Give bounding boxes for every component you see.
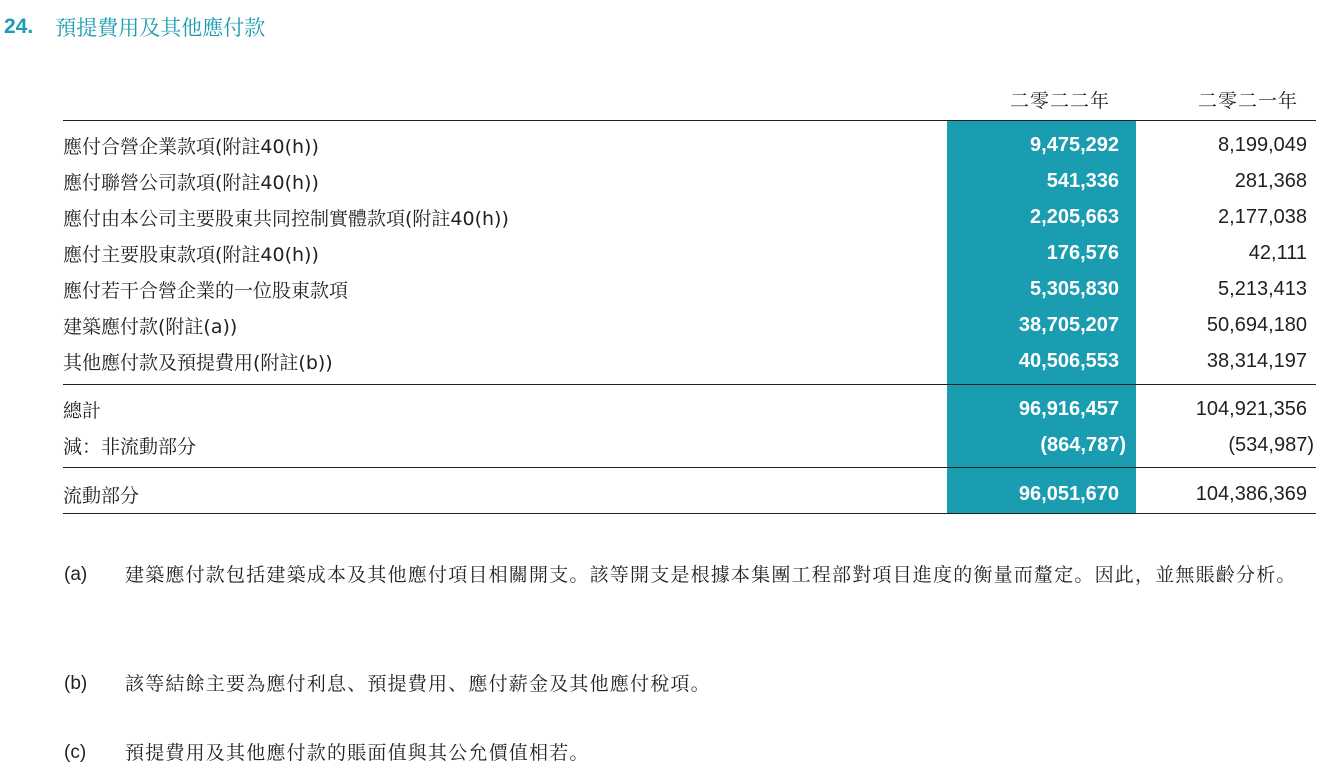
row-previous-value: 8,199,049 [1218,133,1307,156]
row-current-value: 176,576 [1046,241,1119,264]
note-text: 該等結餘主要為應付利息、預提費用、應付薪金及其他應付稅項。 [125,673,711,695]
row-previous-value: 5,213,413 [1218,277,1307,300]
table-row [63,235,1316,271]
total-row [63,391,1316,427]
non-current-row [63,427,1316,463]
row-current-value: 541,336 [1046,169,1119,192]
current-portion-rule [63,467,1316,468]
note-tag: (c) [64,742,87,763]
non-current-current-value: (864,787) [1040,433,1126,456]
row-label: 應付聯營公司款項(附註40(h)) [63,171,319,194]
row-previous-value: 2,177,038 [1218,205,1307,228]
table-row [63,343,1316,379]
note-text: 預提費用及其他應付款的賬面值與其公允價值相若。 [125,742,590,764]
current-portion-row [63,476,1316,512]
row-current-value: 38,705,207 [1018,313,1119,336]
table-row [63,271,1316,307]
row-label: 應付主要股東款項(附註40(h)) [63,243,319,266]
row-label: 應付合營企業款項(附註40(h)) [63,135,319,158]
non-current-previous-value: (534,987) [1228,433,1314,456]
non-current-label: 減：非流動部分 [63,435,197,458]
row-current-value: 9,475,292 [1030,133,1119,156]
table-row [63,163,1316,199]
note-tag: (b) [64,673,88,694]
row-previous-value: 42,111 [1248,241,1307,264]
table-row [63,199,1316,235]
row-previous-value: 281,368 [1234,169,1307,192]
row-label: 應付若干合營企業的一位股東款項 [63,279,349,302]
subtotal-rule [63,384,1316,385]
column-header-current: 二零二二年 [1010,90,1111,112]
column-header-previous: 二零二一年 [1198,90,1299,112]
section-title: 預提費用及其他應付款 [55,16,266,40]
current-portion-current-value: 96,051,670 [1018,482,1119,505]
current-portion-label: 流動部分 [63,484,140,507]
section-heading [4,12,265,42]
row-previous-value: 50,694,180 [1206,313,1307,336]
row-label: 應付由本公司主要股東共同控制實體款項(附註40(h)) [63,207,509,230]
row-current-value: 2,205,663 [1030,205,1119,228]
table-top-rule [63,120,1316,121]
table-bottom-rule [63,513,1316,514]
table-row [63,307,1316,343]
total-previous-value: 104,921,356 [1195,397,1307,420]
row-current-value: 40,506,553 [1018,349,1119,372]
section-number: 24. [4,15,34,38]
row-previous-value: 38,314,197 [1206,349,1307,372]
note-text: 建築應付款包括建築成本及其他應付項目相關開支。該等開支是根據本集團工程部對項目進度的衡量而釐定。因此，並無賬齡分析。 [125,564,1297,586]
row-current-value: 5,305,830 [1030,277,1119,300]
row-label: 建築應付款(附註(a)) [63,315,238,338]
note-tag: (a) [64,564,88,585]
total-current-value: 96,916,457 [1018,397,1119,420]
table-row [63,127,1316,163]
current-portion-previous-value: 104,386,369 [1195,482,1307,505]
total-label: 總計 [63,399,102,422]
row-label: 其他應付款及預提費用(附註(b)) [63,351,333,374]
